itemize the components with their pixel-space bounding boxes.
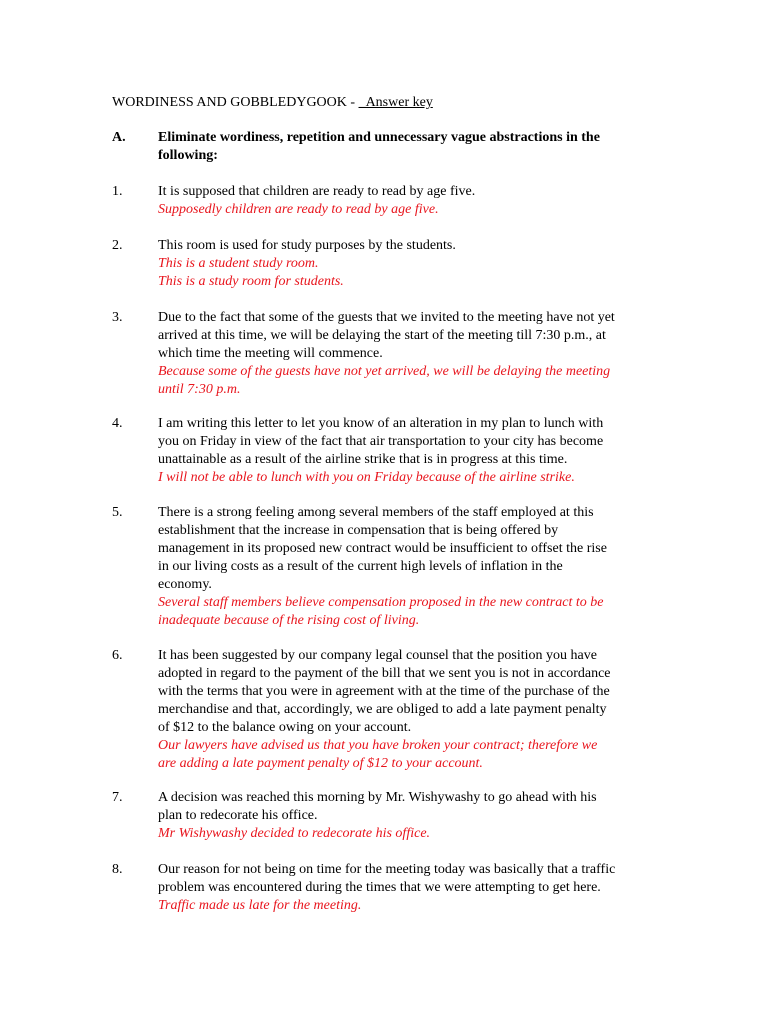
title-answer-key: _Answer key: [358, 95, 433, 110]
question-line: economy.: [158, 577, 212, 592]
item-number: 1.: [112, 184, 123, 199]
item-number: 6.: [112, 648, 123, 663]
item-body: [158, 183, 652, 219]
item-number: 8.: [112, 862, 123, 877]
item-body: [158, 647, 652, 773]
section-heading-line: following:: [158, 148, 218, 163]
item-number: 3.: [112, 310, 123, 325]
question-line: management in its proposed new contract would be insufficient to offset the rise: [158, 541, 607, 556]
question-line: which time the meeting will commence.: [158, 346, 383, 361]
title-text: WORDINESS AND GOBBLEDYGOOK -: [112, 95, 359, 110]
question-line: A decision was reached this morning by Mr. Wishywashy to go ahead with his: [158, 790, 597, 805]
answer-line: Because some of the guests have not yet arrived, we will be delaying the meeting: [158, 364, 611, 379]
question-line: plan to redecorate his office.: [158, 808, 318, 823]
question-line: Our reason for not being on time for the meeting today was basically that a traffic: [158, 862, 616, 877]
question-line: Due to the fact that some of the guests that we invited to the meeting have not yet: [158, 310, 615, 325]
question-line: with the terms that you were in agreement with at the time of the purchase of the: [158, 684, 610, 699]
answer-line: until 7:30 p.m.: [158, 382, 241, 397]
item-number: 2.: [112, 238, 123, 253]
question-line: you on Friday in view of the fact that air transportation to your city has become: [158, 434, 604, 449]
answer-line: This is a student study room.: [158, 256, 319, 271]
item-number: 5.: [112, 505, 123, 520]
answer-line: Supposedly children are ready to read by age five.: [158, 202, 439, 217]
question-line: I am writing this letter to let you know of an alteration in my plan to lunch with: [158, 416, 604, 431]
item-body: [158, 504, 652, 630]
answer-line: I will not be able to lunch with you on Friday because of the airline strike.: [158, 470, 575, 485]
answer-line: inadequate because of the rising cost of living.: [158, 613, 420, 628]
section-heading-line: Eliminate wordiness, repetition and unnecessary vague abstractions in the: [158, 130, 600, 145]
question-line: adopted in regard to the payment of the bill that we sent you is not in accordance: [158, 666, 611, 681]
item-body: [158, 861, 652, 915]
item-number: 7.: [112, 790, 123, 805]
section-letter: A.: [112, 130, 126, 145]
question-line: It is supposed that children are ready to read by age five.: [158, 184, 476, 199]
item-body: [158, 237, 652, 291]
question-line: problem was encountered during the times that we were attempting to get here.: [158, 880, 601, 895]
question-line: unattainable as a result of the airline strike that is in progress at this time.: [158, 452, 568, 467]
question-line: This room is used for study purposes by the students.: [158, 238, 456, 253]
question-line: establishment that the increase in compensation that is being offered by: [158, 523, 559, 538]
item-body: [158, 789, 652, 843]
question-line: It has been suggested by our company legal counsel that the position you have: [158, 648, 597, 663]
question-line: merchandise and that, accordingly, we are obliged to add a late payment penalty: [158, 702, 607, 717]
question-line: of $12 to the balance owing on your account.: [158, 720, 412, 735]
answer-line: Mr Wishywashy decided to redecorate his office.: [158, 826, 431, 841]
answer-line: This is a study room for students.: [158, 274, 344, 289]
question-line: arrived at this time, we will be delaying the start of the meeting till 7:30 p.m., at: [158, 328, 606, 343]
answer-line: Traffic made us late for the meeting.: [158, 898, 362, 913]
answer-line: Several staff members believe compensation proposed in the new contract to be: [158, 595, 604, 610]
question-line: in our living costs as a result of the current high levels of inflation in the: [158, 559, 563, 574]
answer-line: are adding a late payment penalty of $12 to your account.: [158, 756, 483, 771]
question-line: There is a strong feeling among several members of the staff employed at this: [158, 505, 594, 520]
item-body: [158, 309, 652, 399]
item-number: 4.: [112, 416, 123, 431]
answer-line: Our lawyers have advised us that you have broken your contract; therefore we: [158, 738, 598, 753]
document-title: [112, 94, 433, 112]
section-heading: [158, 129, 652, 165]
item-body: [158, 415, 652, 487]
